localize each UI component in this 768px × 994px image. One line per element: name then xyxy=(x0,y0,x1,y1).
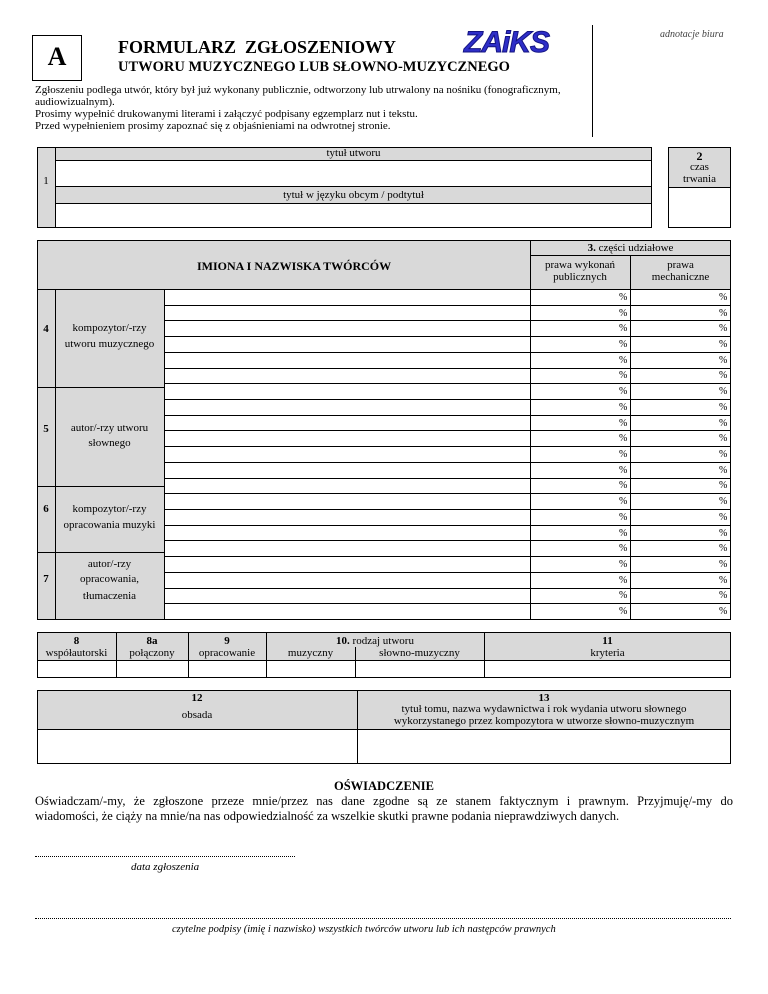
combined-field[interactable] xyxy=(117,661,187,677)
title-field-rule xyxy=(55,186,652,187)
co-authored-field[interactable] xyxy=(38,661,115,677)
author-name-field[interactable] xyxy=(165,337,529,352)
percent-sign: % xyxy=(619,480,628,491)
c10-label: rodzaj utworu xyxy=(352,635,414,647)
zaiks-logo xyxy=(462,25,549,59)
mechanical-share-field[interactable] xyxy=(631,337,729,352)
author-name-field[interactable] xyxy=(165,353,529,368)
mechanical-share-field[interactable] xyxy=(631,479,729,494)
author-name-field[interactable] xyxy=(165,604,529,619)
zaiks-logo-text: ZAiKS xyxy=(464,26,549,59)
group-5-number: 5 xyxy=(43,423,49,435)
percent-sign: % xyxy=(619,402,628,413)
percent-sign: % xyxy=(719,543,728,554)
percent-sign: % xyxy=(719,559,728,570)
signatures-line[interactable] xyxy=(35,918,731,919)
percent-sign: % xyxy=(719,370,728,381)
declaration-title: OŚWIADCZENIE xyxy=(333,779,435,793)
group-5-label-1: autor/-rzy utworu xyxy=(70,422,149,434)
group-6-label-2: opracowania muzyki xyxy=(63,519,156,531)
performance-share-field[interactable] xyxy=(531,494,629,509)
author-name-field[interactable] xyxy=(165,557,529,572)
percent-sign: % xyxy=(719,339,728,350)
mechanical-share-field[interactable] xyxy=(631,400,729,415)
group-5-6-divider xyxy=(37,486,164,487)
mechanical-share-field[interactable] xyxy=(631,557,729,572)
subtitle-field[interactable] xyxy=(56,204,651,227)
section-3-number: 3. xyxy=(587,242,596,254)
group-6-7-divider xyxy=(37,552,164,553)
author-name-field[interactable] xyxy=(165,463,529,478)
intro-line-2: audiowizualnym). xyxy=(35,96,115,108)
c8a-label: połączony xyxy=(129,647,175,659)
c8-number: 8 xyxy=(73,635,80,647)
author-name-field[interactable] xyxy=(165,447,529,462)
percent-sign: % xyxy=(719,528,728,539)
group-6-label-1: kompozytor/-rzy xyxy=(72,503,147,515)
percent-sign: % xyxy=(719,355,728,366)
author-name-field[interactable] xyxy=(165,541,529,556)
declaration-line-2: wiadomości, że ciąży na mnie/na nas odpowiedzialność za wszelkie skutki prawne podania nieprawdziwych danych. xyxy=(35,809,620,823)
c10-sub-lyric-music: słowno-muzyczny xyxy=(379,647,460,659)
mechanical-share-field[interactable] xyxy=(631,306,729,321)
section-3-header xyxy=(530,242,731,255)
performance-share-field[interactable] xyxy=(531,541,629,556)
mechanical-share-field[interactable] xyxy=(631,494,729,509)
percent-sign: % xyxy=(719,402,728,413)
intro-line-4: Przed wypełnieniem prosimy zapoznać się z objaśnieniami na odwrotnej stronie. xyxy=(35,120,391,132)
mechanical-share-field[interactable] xyxy=(631,541,729,556)
mechanical-share-field[interactable] xyxy=(631,589,729,604)
group-4-label-1: kompozytor/-rzy xyxy=(72,322,147,334)
percent-sign: % xyxy=(619,528,628,539)
mechanical-share-field[interactable] xyxy=(631,447,729,462)
performance-share-field[interactable] xyxy=(531,463,629,478)
percent-sign: % xyxy=(619,323,628,334)
author-name-field[interactable] xyxy=(165,369,529,384)
declaration-line-1: Oświadczam/-my, że zgłoszone przeze mnie/przez nas dane zgodne są ze stanem faktycznym i prawnym. Przyjmuję/-my do xyxy=(35,794,733,808)
percent-sign: % xyxy=(619,433,628,444)
mechanical-rights-label-2: mechaniczne xyxy=(651,271,710,283)
percent-sign: % xyxy=(619,370,628,381)
title-field[interactable] xyxy=(56,161,651,185)
group-7-label-1: autor/-rzy xyxy=(87,558,132,570)
duration-field[interactable] xyxy=(669,188,730,227)
performance-share-field[interactable] xyxy=(531,416,629,431)
performance-rights-label-2: publicznych xyxy=(553,271,607,283)
author-name-field[interactable] xyxy=(165,431,529,446)
percent-sign: % xyxy=(719,575,728,586)
page-subtitle: UTWORU MUZYCZNEGO LUB SŁOWNO-MUZYCZNEGO xyxy=(118,59,510,75)
mechanical-share-field[interactable] xyxy=(631,290,729,305)
c11-number: 11 xyxy=(602,635,613,647)
duration-label-1: czas xyxy=(690,161,709,173)
group-4-5-divider xyxy=(37,387,164,388)
percent-sign: % xyxy=(619,418,628,429)
performance-share-field[interactable] xyxy=(531,526,629,541)
criteria-field[interactable] xyxy=(485,661,730,677)
author-name-field[interactable] xyxy=(165,321,529,336)
author-name-field[interactable] xyxy=(165,306,529,321)
performance-share-field[interactable] xyxy=(531,337,629,352)
signatures-label: czytelne podpisy (imię i nazwisko) wszystkich twórców utworu lub ich następców prawnych xyxy=(172,924,556,935)
c13-label-2: wykorzystanego przez kompozytora w utworze słowno-muzycznym xyxy=(393,715,695,727)
cast-field[interactable] xyxy=(38,730,356,763)
performance-share-field[interactable] xyxy=(531,479,629,494)
percent-sign: % xyxy=(619,543,628,554)
mechanical-share-field[interactable] xyxy=(631,431,729,446)
performance-share-field[interactable] xyxy=(531,557,629,572)
c12-label: obsada xyxy=(181,709,213,721)
form-letter: A xyxy=(47,42,67,71)
author-name-field[interactable] xyxy=(165,290,529,305)
mechanical-share-field[interactable] xyxy=(631,510,729,525)
lyric-musical-field[interactable] xyxy=(356,661,483,677)
author-name-field[interactable] xyxy=(165,400,529,415)
performance-rights-label-1: prawa wykonań xyxy=(545,259,615,271)
authors-header: IMIONA I NAZWISKA TWÓRCÓW xyxy=(197,259,392,273)
c12-number: 12 xyxy=(191,692,203,704)
group-7-label-3: tłumaczenia xyxy=(82,590,137,602)
date-label: data zgłoszenia xyxy=(131,861,200,873)
percent-sign: % xyxy=(619,292,628,303)
group-7-label-2: opracowania, xyxy=(80,573,139,585)
publication-field[interactable] xyxy=(358,730,730,763)
c11-label: kryteria xyxy=(590,647,625,659)
intro-line-3: Prosimy wypełnić drukowanymi literami i załączyć podpisany egzemplarz nut i tekstu. xyxy=(35,108,418,120)
percent-sign: % xyxy=(719,323,728,334)
percent-sign: % xyxy=(719,292,728,303)
date-line[interactable] xyxy=(35,856,295,857)
c9-label: opracowanie xyxy=(198,647,256,659)
percent-sign: % xyxy=(619,575,628,586)
percent-sign: % xyxy=(719,512,728,523)
author-name-field[interactable] xyxy=(165,384,529,399)
mechanical-share-field[interactable] xyxy=(631,463,729,478)
percent-sign: % xyxy=(619,496,628,507)
subtitle-label: tytuł w języku obcym / podtytuł xyxy=(283,189,424,201)
percent-sign: % xyxy=(619,339,628,350)
section-3-header-rule xyxy=(530,255,731,256)
percent-sign: % xyxy=(619,590,628,601)
mechanical-share-field[interactable] xyxy=(631,384,729,399)
performance-share-field[interactable] xyxy=(531,369,629,384)
author-name-field[interactable] xyxy=(165,479,529,494)
mechanical-share-field[interactable] xyxy=(631,353,729,368)
percent-sign: % xyxy=(719,606,728,617)
office-notes-label: adnotacje biura xyxy=(660,29,724,40)
c8-label: współautorski xyxy=(45,647,108,659)
performance-share-field[interactable] xyxy=(531,353,629,368)
performance-share-field[interactable] xyxy=(531,604,629,619)
c10-sub-music: muzyczny xyxy=(287,647,334,659)
page-title: FORMULARZ ZGŁOSZENIOWY xyxy=(118,37,397,57)
performance-share-field[interactable] xyxy=(531,290,629,305)
performance-share-field[interactable] xyxy=(531,384,629,399)
author-name-field[interactable] xyxy=(165,494,529,509)
group-7-number: 7 xyxy=(43,573,49,585)
office-notes-divider xyxy=(592,25,593,137)
mechanical-share-field[interactable] xyxy=(631,369,729,384)
performance-share-field[interactable] xyxy=(531,589,629,604)
percent-sign: % xyxy=(719,449,728,460)
percent-sign: % xyxy=(719,590,728,601)
mechanical-rights-label-1: prawa xyxy=(667,259,694,271)
c8a-number: 8a xyxy=(146,635,158,647)
percent-sign: % xyxy=(619,355,628,366)
c10-number: 10. xyxy=(336,635,350,647)
author-name-field[interactable] xyxy=(165,573,529,588)
mechanical-share-field[interactable] xyxy=(631,321,729,336)
mechanical-share-field[interactable] xyxy=(631,604,729,619)
percent-sign: % xyxy=(719,386,728,397)
group-6-number: 6 xyxy=(43,503,49,515)
mechanical-share-field[interactable] xyxy=(631,416,729,431)
percent-sign: % xyxy=(719,465,728,476)
group-4-number: 4 xyxy=(43,323,49,335)
performance-share-field[interactable] xyxy=(531,510,629,525)
percent-sign: % xyxy=(719,308,728,319)
arrangement-field[interactable] xyxy=(189,661,265,677)
percent-sign: % xyxy=(619,308,628,319)
author-name-field[interactable] xyxy=(165,526,529,541)
percent-sign: % xyxy=(619,512,628,523)
musical-field[interactable] xyxy=(267,661,354,677)
percent-sign: % xyxy=(719,496,728,507)
performance-share-field[interactable] xyxy=(531,321,629,336)
title-label: tytuł utworu xyxy=(326,147,381,159)
group-5-label-2: słownego xyxy=(88,437,131,449)
intro-line-1: Zgłoszeniu podlega utwór, który był już wykonany publicznie, odtworzony lub utrwalony na nośniku (fonograficznym, xyxy=(35,84,561,96)
performance-share-field[interactable] xyxy=(531,431,629,446)
mechanical-share-field[interactable] xyxy=(631,573,729,588)
c13-label-1: tytuł tomu, nazwa wydawnictwa i rok wydania utworu słownego xyxy=(401,703,687,715)
section-3-label: części udziałowe xyxy=(598,242,674,254)
duration-label-2: trwania xyxy=(683,173,716,185)
percent-sign: % xyxy=(619,449,628,460)
mechanical-share-field[interactable] xyxy=(631,526,729,541)
percent-sign: % xyxy=(719,480,728,491)
percent-sign: % xyxy=(619,559,628,570)
percent-sign: % xyxy=(719,418,728,429)
c9-number: 9 xyxy=(224,635,230,647)
performance-share-field[interactable] xyxy=(531,400,629,415)
section-2-number: 2 xyxy=(696,149,703,163)
performance-share-field[interactable] xyxy=(531,306,629,321)
percent-sign: % xyxy=(619,606,628,617)
author-name-field[interactable] xyxy=(165,510,529,525)
performance-share-field[interactable] xyxy=(531,573,629,588)
performance-share-field[interactable] xyxy=(531,447,629,462)
percent-sign: % xyxy=(619,386,628,397)
author-name-field[interactable] xyxy=(165,589,529,604)
percent-sign: % xyxy=(719,433,728,444)
group-4-label-2: utworu muzycznego xyxy=(64,338,155,350)
author-name-field[interactable] xyxy=(165,416,529,431)
section-1-number: 1 xyxy=(43,175,49,187)
c13-number: 13 xyxy=(538,692,550,704)
percent-sign: % xyxy=(619,465,628,476)
